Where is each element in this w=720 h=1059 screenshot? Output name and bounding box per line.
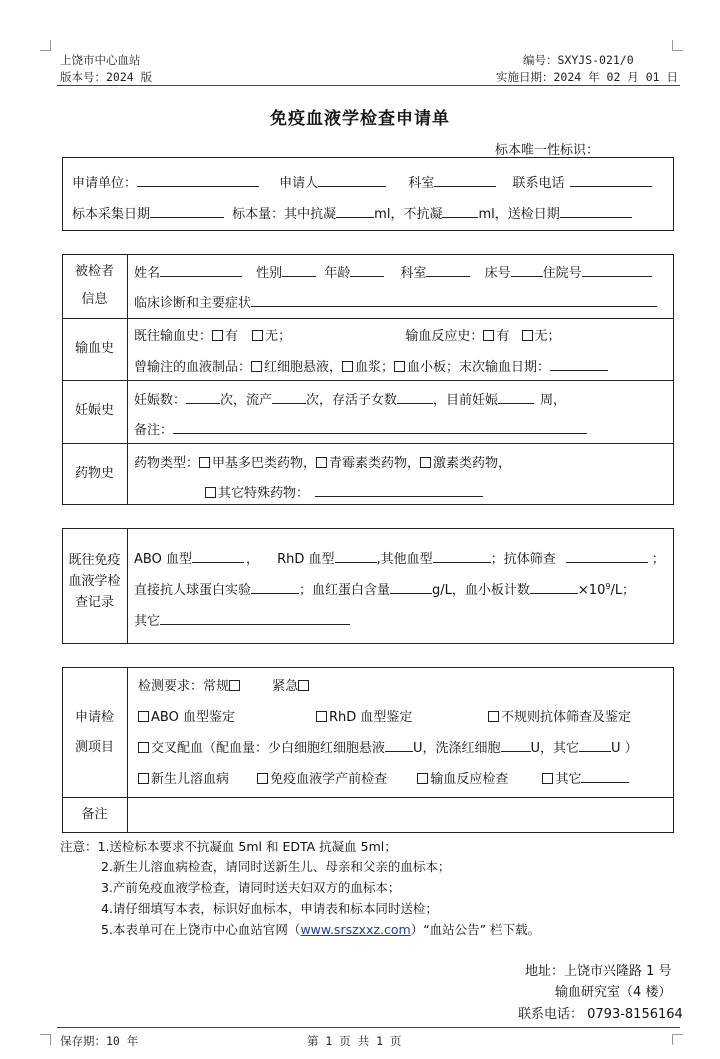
sample-id-label: 标本唯一性标识： <box>495 143 600 158</box>
platelet-label: 血小板；末次输血日期： <box>407 360 551 375</box>
other-blood-label: 其他血型 <box>380 552 433 567</box>
abo-label: ABO 血型 <box>134 552 192 567</box>
footer-address: 地址：上饶市兴隆路 1 号 <box>525 964 672 979</box>
pregnancy-remark-field[interactable] <box>173 421 587 434</box>
miscarriage-label: 次，流产 <box>220 393 273 408</box>
hormone-checkbox[interactable] <box>420 457 431 468</box>
volume-ml1-label: ml，不抗凝 <box>374 207 443 222</box>
transfusion-no-label: 无； <box>265 329 292 344</box>
crop-mark-top-left <box>40 40 51 51</box>
request-other-field[interactable] <box>581 770 629 783</box>
patient-sex-field[interactable] <box>282 264 316 277</box>
abo-field[interactable] <box>192 550 244 563</box>
dat-label: 直接抗人球蛋白实验 <box>134 583 252 598</box>
plasma-label: 血浆； <box>355 360 395 375</box>
patient-dept-field[interactable] <box>426 264 470 277</box>
patient-label <box>62 260 127 312</box>
request-other-checkbox[interactable] <box>542 773 553 784</box>
urgent-label: 紧急 <box>272 679 299 694</box>
prior-tests-row-2 <box>134 579 635 598</box>
request-label-l1: 申请检 <box>74 710 114 725</box>
children-field[interactable] <box>397 391 433 404</box>
abo-typing-checkbox[interactable] <box>138 711 149 722</box>
pregnancy-label: 妊娠史 <box>74 403 114 418</box>
crossmatch-label: 交叉配血（配血量：少白细胞红细胞悬液 <box>151 741 386 756</box>
applicant-person-label: 申请人 <box>279 176 319 191</box>
irregular-antibody-label: 不规则抗体筛查及鉴定 <box>501 710 632 725</box>
antibody-screen-field[interactable] <box>566 550 648 563</box>
prenatal-label: 免疫血液学产前检查 <box>270 772 388 787</box>
pregnancy-remark-label: 备注： <box>134 423 174 438</box>
transfusion-history-label: 既往输血史： <box>134 329 213 344</box>
request-row-2 <box>138 706 235 725</box>
request-row-2b <box>316 706 412 725</box>
rhd-typing-checkbox[interactable] <box>316 711 327 722</box>
current-pregnancy-field[interactable] <box>498 391 534 404</box>
patient-bed-field[interactable] <box>511 264 543 277</box>
abo-typing-label: ABO 血型鉴定 <box>151 710 235 725</box>
patient-row-2 <box>134 292 657 311</box>
other-units-field[interactable] <box>579 739 611 752</box>
washed-units-field[interactable] <box>501 739 531 752</box>
reaction-test-label: 输血反应检查 <box>430 772 509 787</box>
footer-rule <box>57 1027 680 1028</box>
reaction-test-checkbox[interactable] <box>417 773 428 784</box>
note-5-suffix: ）“血站公告” 栏下载。 <box>410 922 541 937</box>
transfusion-yes-checkbox[interactable] <box>212 330 223 341</box>
patient-name-field[interactable] <box>160 264 242 277</box>
gravida-label: 妊娠数： <box>134 393 187 408</box>
transfusion-no-checkbox[interactable] <box>252 330 263 341</box>
washed-label: U，洗涤红细胞 <box>413 741 501 756</box>
children-label: 次，存活子女数 <box>306 393 398 408</box>
request-row-4 <box>138 768 629 787</box>
header-rule <box>57 85 680 86</box>
urgent-checkbox[interactable] <box>298 680 309 691</box>
crop-mark-bottom-left <box>40 1034 51 1045</box>
collect-date-label: 标本采集日期 <box>72 207 151 222</box>
routine-checkbox[interactable] <box>229 680 240 691</box>
drugs-label: 药物史 <box>74 466 114 481</box>
rhd-typing-label: RhD 血型鉴定 <box>329 710 413 725</box>
prior-tests-divider <box>127 528 128 644</box>
plasma-checkbox[interactable] <box>342 361 353 372</box>
header-org: 上饶市中心血站 <box>60 53 141 67</box>
transfusion-yes-label: 有 <box>225 329 239 344</box>
request-remark-sep <box>62 797 674 798</box>
request-label <box>62 703 127 763</box>
request-divider <box>127 667 128 833</box>
applicant-unit-field[interactable] <box>137 174 259 187</box>
volume-label: 标本量：其中抗凝 <box>232 207 337 222</box>
platelet-count-label: g/L，血小板计数 <box>432 583 530 598</box>
note-5-prefix: 5.本表单可在上饶市中心血站官网（ <box>101 922 301 937</box>
history-row-sep-2 <box>62 380 674 381</box>
transfusion-label: 输血史 <box>74 341 114 356</box>
drugs-row-2 <box>205 482 483 501</box>
irregular-antibody-checkbox[interactable] <box>488 711 499 722</box>
miscarriage-field[interactable] <box>272 391 306 404</box>
page-title: 免疫血液学检查申请单 <box>270 109 450 129</box>
applicant-dept-label: 科室 <box>408 176 435 191</box>
prenatal-checkbox[interactable] <box>257 773 268 784</box>
routine-label: 检测要求：常规 <box>138 679 230 694</box>
drug-type-label: 药物类型： <box>134 456 200 471</box>
prior-tests-label-l3: 查记录 <box>74 595 114 610</box>
patient-label-line2: 信息 <box>81 292 108 307</box>
volume-nonanticoag-field[interactable] <box>442 205 478 218</box>
reaction-yes-checkbox[interactable] <box>483 330 494 341</box>
drugs-row-1 <box>134 452 511 471</box>
units-tail: U ） <box>611 741 638 756</box>
patient-admission-label: 住院号 <box>542 266 582 281</box>
patient-name-label: 姓名 <box>134 266 161 281</box>
diagnosis-label: 临床诊断和主要症状 <box>134 296 252 311</box>
prior-tests-label-l1: 既往免疫 <box>68 553 121 568</box>
products-label: 曾输注的血液制品： <box>134 360 252 375</box>
rbc-label: 红细胞悬液， <box>264 360 343 375</box>
newborn-hemolytic-label: 新生儿溶血病 <box>151 772 230 787</box>
applicant-dept-field[interactable] <box>434 174 496 187</box>
header-version: 版本号：2024 版 <box>60 70 153 84</box>
other-units-label: U，其它 <box>530 741 580 756</box>
newborn-hemolytic-checkbox[interactable] <box>138 773 149 784</box>
patient-row-1 <box>134 262 652 281</box>
other-drug-field[interactable] <box>315 484 483 497</box>
prior-other-label: 其它 <box>134 614 161 629</box>
rbc-checkbox[interactable] <box>251 361 262 372</box>
request-label-l2: 测项目 <box>74 740 114 755</box>
methyldopa-checkbox[interactable] <box>199 457 210 468</box>
patient-age-field[interactable] <box>350 264 384 277</box>
prior-other-field[interactable] <box>160 612 350 625</box>
patient-age-label: 年龄 <box>324 266 351 281</box>
prior-tests-label <box>62 550 127 613</box>
applicant-unit-label: 申请单位： <box>72 176 138 191</box>
footer-phone: 联系电话： 0793-8156164 <box>518 1007 683 1022</box>
footer-retention: 保存期：10 年 <box>60 1034 139 1048</box>
applicant-row-1 <box>72 172 652 191</box>
methyldopa-label: 甲基多巴类药物， <box>212 456 317 471</box>
hormone-label: 激素类药物， <box>433 456 512 471</box>
weeks-label: 周， <box>540 393 567 408</box>
penicillin-label: 青霉素类药物， <box>329 456 421 471</box>
request-row-2c <box>488 706 631 725</box>
prior-tests-label-l2: 血液学检 <box>68 574 121 589</box>
other-drug-label: 其它特殊药物： <box>218 486 310 501</box>
gravida-field[interactable] <box>186 391 220 404</box>
patient-dept-label: 科室 <box>400 266 427 281</box>
rhd-field[interactable] <box>335 550 377 563</box>
request-row-3 <box>138 737 638 756</box>
pregnancy-row-1 <box>134 389 566 408</box>
applicant-phone-label: 联系电话 <box>512 176 565 191</box>
platelet-unit-exponent: 9 <box>605 582 611 591</box>
applicant-phone-field[interactable] <box>570 174 652 187</box>
current-pregnancy-label: ，目前妊娠 <box>433 393 499 408</box>
history-row-sep-3 <box>62 443 674 444</box>
antibody-screen-label: ；抗体筛查 <box>490 552 556 567</box>
request-other-label: 其它 <box>555 772 582 787</box>
request-row-1 <box>138 675 311 694</box>
pregnancy-row-2 <box>134 419 587 438</box>
footer-page: 第 1 页 共 1 页 <box>307 1034 402 1048</box>
crop-mark-bottom-right <box>672 1034 683 1045</box>
reaction-no-checkbox[interactable] <box>522 330 533 341</box>
last-transfusion-date-field[interactable] <box>550 358 608 371</box>
crop-mark-top-right <box>672 40 683 51</box>
hgb-label: ；血红蛋白含量 <box>299 583 391 598</box>
other-blood-field[interactable] <box>433 550 491 563</box>
platelet-checkbox[interactable] <box>394 361 405 372</box>
applicant-person-field[interactable] <box>318 174 386 187</box>
footer-room: 输血研究室（4 楼） <box>555 985 672 1000</box>
note-2: 2.新生儿溶血病检查，请同时送新生儿、母亲和父亲的血标本； <box>101 859 451 874</box>
transfusion-row-1 <box>134 325 561 344</box>
header-code: 编号：SXYJS-021/0 <box>523 53 634 67</box>
platelet-count-field[interactable] <box>530 581 578 594</box>
reaction-history-label: 输血反应史： <box>405 329 484 344</box>
rhd-label: RhD 血型 <box>277 552 335 567</box>
transfusion-row-2 <box>134 356 608 375</box>
volume-anticoag-field[interactable] <box>336 205 374 218</box>
hgb-field[interactable] <box>390 581 432 594</box>
patient-bed-label: 床号 <box>484 266 511 281</box>
collect-date-field[interactable] <box>150 205 224 218</box>
penicillin-checkbox[interactable] <box>316 457 327 468</box>
patient-label-line1: 被检者 <box>74 264 114 279</box>
send-date-field[interactable] <box>560 205 632 218</box>
website-link[interactable]: www.srszxxz.com <box>300 922 411 937</box>
leukoreduced-units-field[interactable] <box>385 739 413 752</box>
diagnosis-field[interactable] <box>251 294 657 307</box>
platelet-unit-tail: /L； <box>610 583 636 598</box>
reaction-yes-label: 有 <box>496 329 510 344</box>
note-1: 注意：1.送检标本要求不抗凝血 5ml 和 EDTA 抗凝血 5ml； <box>60 839 397 854</box>
dat-field[interactable] <box>251 581 299 594</box>
platelet-unit: ×10 <box>577 583 606 598</box>
header-effective-date: 实施日期：2024 年 02 月 01 日 <box>496 70 679 84</box>
history-row-sep-1 <box>62 318 674 319</box>
other-drug-checkbox[interactable] <box>205 487 216 498</box>
note-5 <box>101 920 540 938</box>
note-4: 4.请仔细填写本表，标识好血标本，申请表和标本同时送检； <box>101 901 438 916</box>
patient-admission-field[interactable] <box>582 264 652 277</box>
reaction-no-label: 无； <box>534 329 561 344</box>
send-date-label: ml，送检日期 <box>478 207 560 222</box>
patient-sex-label: 性别 <box>256 266 283 281</box>
crossmatch-checkbox[interactable] <box>138 742 149 753</box>
prior-tests-row-3 <box>134 610 350 629</box>
prior-tests-row-1: ABO 血型 ， RhD 血型 ,其他血型 ；抗体筛查 ； <box>134 552 665 567</box>
applicant-row-2 <box>72 203 632 222</box>
request-remark-label: 备注 <box>81 807 108 822</box>
note-3: 3.产前免疫血液学检查，请同时送夫妇双方的血标本； <box>101 880 401 895</box>
